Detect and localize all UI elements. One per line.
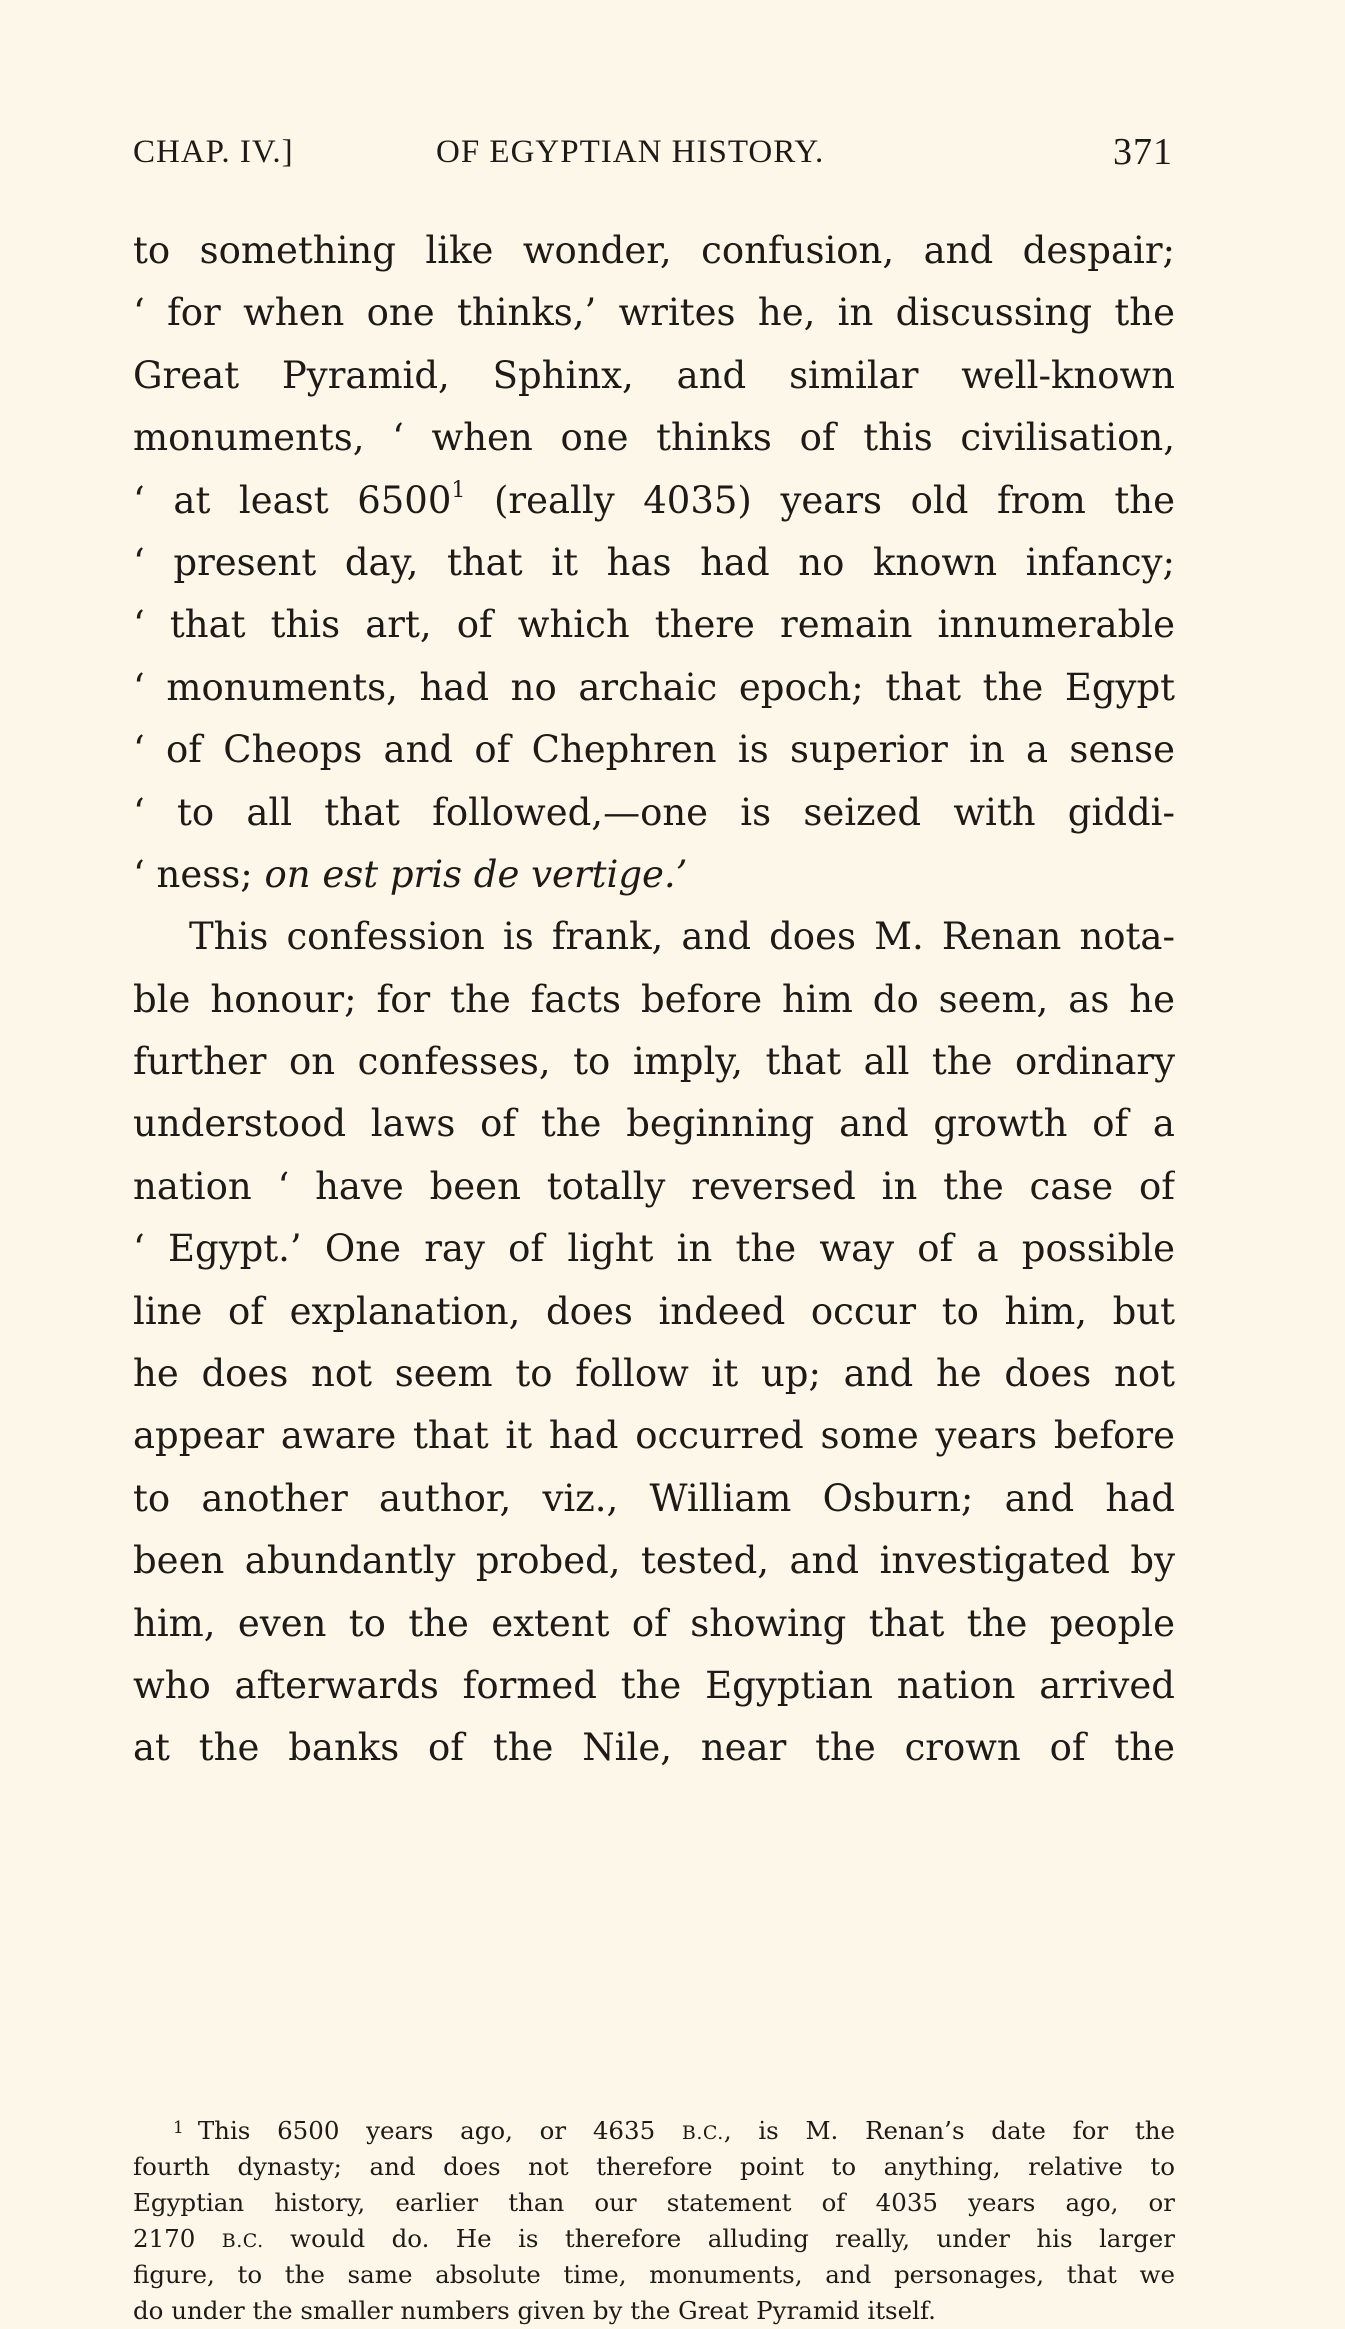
text-line (133, 844, 1175, 906)
text-line: Great Pyramid, Sphinx, and similar well-known (133, 353, 1175, 397)
text-line: ‘ Egypt.’ One ray of light in the way of a possible (133, 1227, 1175, 1271)
text-line: him, even to the extent of showing that the people (133, 1601, 1175, 1645)
footnote-line: fourth dynasty; and does not therefore point to anything, relative to (133, 2152, 1175, 2181)
body-text (133, 220, 1175, 1780)
text-line: ‘ monuments, had no archaic epoch; that the Egypt (133, 665, 1175, 709)
page-number: 371 (1113, 131, 1173, 173)
text-segment: ‘ at least 6500 (133, 478, 452, 522)
text-line: who afterwards formed the Egyptian nation arrived (133, 1663, 1175, 1707)
small-caps-era: B.C. (221, 2230, 264, 2252)
running-title: OF EGYPTIAN HISTORY. (436, 134, 825, 170)
text-line: ‘ that this art, of which there remain innumerable (133, 603, 1175, 647)
footnote-line (133, 2221, 1175, 2257)
italic-quote: on est pris de vertige.’ (264, 852, 688, 896)
text-segment: would do. He is therefore alluding really, under his larger (290, 2224, 1175, 2253)
text-line: he does not seem to follow it up; and he does not (133, 1352, 1175, 1396)
text-line: line of explanation, does indeed occur to him, but (133, 1289, 1175, 1333)
text-line: to another author, viz., William Osburn; and had (133, 1476, 1175, 1520)
text-line (133, 470, 1175, 532)
chapter-label: CHAP. IV.] (133, 134, 294, 170)
text-line: to something like wonder, confusion, and despair; (133, 229, 1175, 272)
footnote (133, 2113, 1175, 2329)
text-line: ble honour; for the facts before him do seem, as he (133, 977, 1175, 1021)
footnote-reference: 1 (451, 477, 466, 503)
text-segment: (really 4035) years old from the (493, 478, 1175, 522)
text-line: understood laws of the beginning and growth of a (133, 1102, 1175, 1146)
footnote-marker: 1 (173, 2118, 184, 2138)
footnote-line (133, 2113, 1175, 2149)
text-segment: ‘ ness; (133, 852, 253, 896)
text-line: nation ‘ have been totally reversed in the case of (133, 1164, 1175, 1208)
small-caps-era: B.C. (681, 2122, 724, 2144)
text-line: ‘ for when one thinks,’ writes he, in discussing the (133, 291, 1175, 335)
text-line: ‘ present day, that it has had no known infancy; (133, 540, 1175, 584)
text-segment: 2170 (133, 2224, 196, 2253)
footnote-line: figure, to the same absolute time, monuments, and personages, that we (133, 2260, 1175, 2289)
footnote-line: do under the smaller numbers given by the Great Pyramid itself. (133, 2296, 936, 2325)
text-line: further on confesses, to imply, that all the ordinary (133, 1040, 1175, 1084)
text-segment: This 6500 years ago, or 4635 (197, 2116, 656, 2145)
text-line: been abundantly probed, tested, and investigated by (133, 1539, 1175, 1583)
footnote-line: Egyptian history, earlier than our statement of 4035 years ago, or (133, 2188, 1175, 2217)
running-head (133, 131, 1173, 184)
text-segment: , is M. Renan’s date for the (723, 2116, 1175, 2145)
text-line: ‘ of Cheops and of Chephren is superior in a sense (133, 728, 1175, 772)
text-line: at the banks of the Nile, near the crown of the (133, 1726, 1175, 1770)
text-line: monuments, ‘ when one thinks of this civilisation, (133, 416, 1175, 460)
text-line: appear aware that it had occurred some years before (133, 1414, 1175, 1458)
text-line: ‘ to all that followed,—one is seized with giddi- (133, 790, 1175, 834)
paragraph-start-line: This confession is frank, and does M. Renan nota- (189, 915, 1175, 959)
